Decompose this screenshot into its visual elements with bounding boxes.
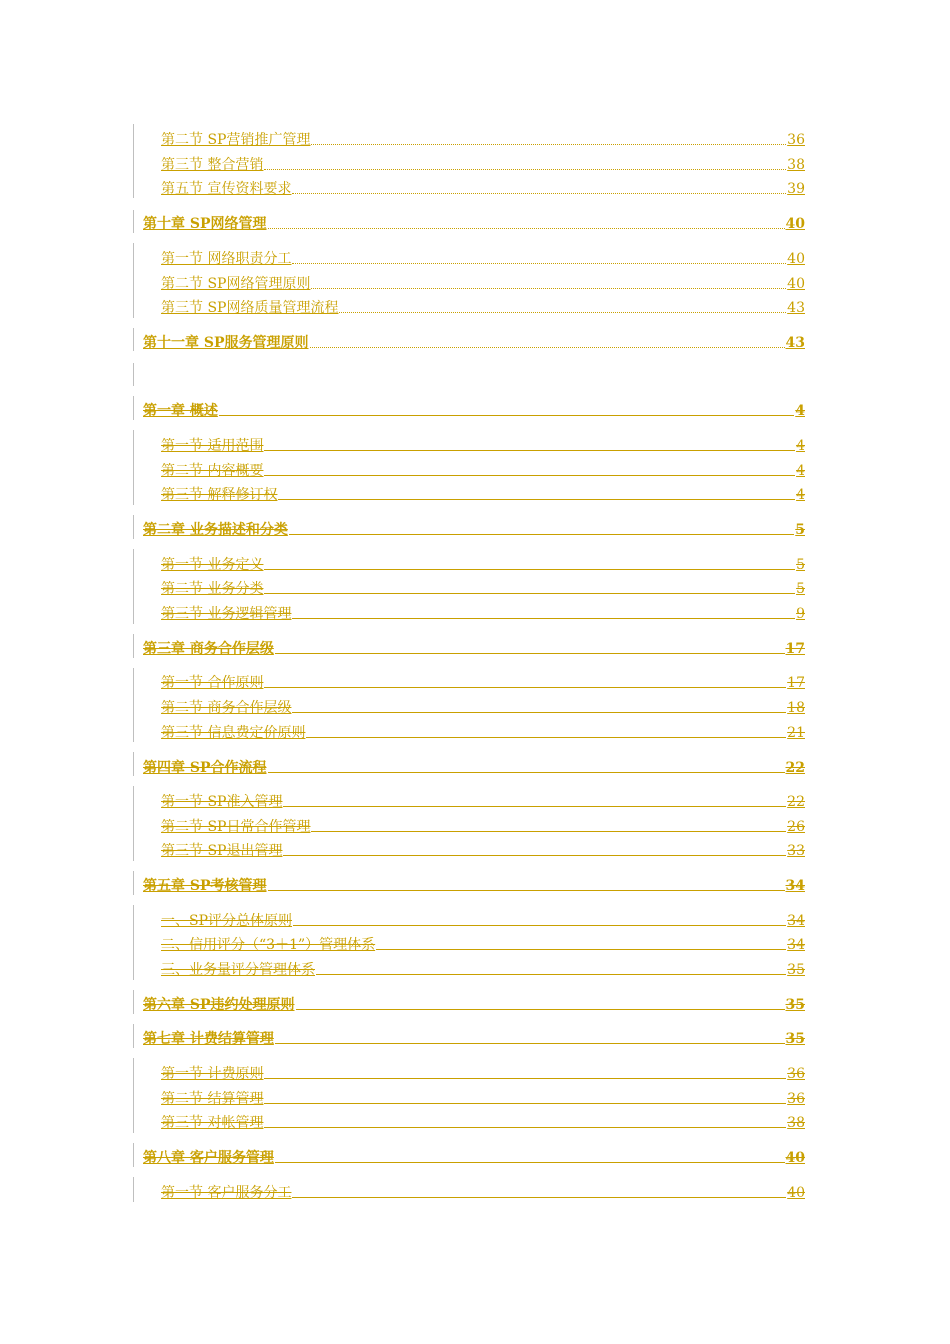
toc-section-entry[interactable] — [133, 601, 805, 623]
toc-section-entry[interactable] — [133, 295, 805, 317]
toc-dot-leader — [292, 1183, 786, 1198]
toc-section-entry[interactable] — [133, 789, 805, 811]
toc-section-entry[interactable] — [133, 720, 805, 742]
toc-entry-title: 第一节 合作原则 — [161, 675, 264, 691]
toc-section-entry[interactable] — [133, 670, 805, 692]
toc-page-number: 18 — [787, 700, 805, 716]
toc-page-number: 40 — [785, 1150, 805, 1166]
toc-chapter-entry[interactable] — [133, 992, 805, 1014]
toc-section-entry[interactable] — [133, 127, 805, 149]
toc-entry-title: 一、SP评分总体原则 — [161, 913, 293, 929]
toc-entry-title: 第八章 客户服务管理 — [143, 1150, 274, 1166]
toc-section-entry[interactable] — [133, 576, 805, 598]
toc-page-number: 21 — [787, 725, 805, 741]
toc-page-number: 4 — [796, 487, 805, 503]
toc-entry-title: 第二节 内容概要 — [161, 463, 264, 479]
toc-page-number: 33 — [787, 843, 805, 859]
margin-rule — [133, 786, 134, 861]
toc-page-number: 5 — [796, 581, 805, 597]
margin-rule — [133, 396, 134, 420]
toc-section-entry[interactable] — [133, 1110, 805, 1132]
margin-rule — [133, 515, 134, 539]
toc-section-entry[interactable] — [133, 1180, 805, 1202]
margin-rule — [133, 363, 134, 386]
toc-entry-title: 第一节 网络职责分工 — [161, 251, 292, 267]
toc-dot-leader — [292, 698, 786, 713]
toc-dot-leader — [293, 911, 786, 926]
toc-page-number: 5 — [796, 557, 805, 573]
toc-dot-leader — [264, 1064, 786, 1079]
toc-page-number: 36 — [787, 1066, 805, 1082]
toc-dot-leader — [311, 130, 786, 145]
toc-entry-title: 第二章 业务描述和分类 — [143, 522, 288, 538]
margin-rule — [133, 668, 134, 742]
margin-rule — [133, 328, 134, 351]
toc-entry-title: 第三节 SP退出管理 — [161, 843, 283, 859]
toc-page-number: 26 — [787, 819, 805, 835]
toc-entry-title: 第一节 计费原则 — [161, 1066, 264, 1082]
toc-page-number: 34 — [787, 913, 805, 929]
toc-entry-title: 第五节 宣传资料要求 — [161, 181, 292, 197]
margin-rule — [133, 905, 134, 980]
toc-section-entry[interactable] — [133, 957, 805, 979]
toc-chapter-entry[interactable] — [133, 330, 805, 352]
toc-dot-leader — [292, 179, 786, 194]
toc-dot-leader — [264, 1089, 786, 1104]
toc-page-number: 35 — [785, 1031, 805, 1047]
toc-dot-leader — [296, 995, 785, 1010]
toc-dot-leader — [283, 841, 786, 856]
toc-entry-title: 第二节 业务分类 — [161, 581, 264, 597]
toc-entry-title: 第二节 结算管理 — [161, 1091, 264, 1107]
toc-dot-leader — [275, 1029, 785, 1044]
toc-dot-leader — [264, 1113, 786, 1128]
toc-dot-leader — [310, 333, 785, 348]
toc-section-entry[interactable] — [133, 1061, 805, 1083]
toc-entry-title: 第一章 概述 — [143, 403, 218, 419]
toc-entry-title: 第二节 商务合作层级 — [161, 700, 292, 716]
toc-dot-leader — [311, 817, 786, 832]
toc-entry-title: 第十一章 SP服务管理原则 — [143, 335, 309, 351]
toc-dot-leader — [306, 723, 786, 738]
toc-section-entry[interactable] — [133, 433, 805, 455]
toc-chapter-entry[interactable] — [133, 1026, 805, 1048]
margin-rule — [133, 1024, 134, 1048]
toc-page-number: 43 — [787, 300, 805, 316]
toc-entry-title: 二、信用评分（“3＋1”）管理体系 — [161, 937, 376, 953]
margin-rule — [133, 210, 134, 233]
toc-page-number: 22 — [787, 794, 805, 810]
toc-page-number: 40 — [787, 1185, 805, 1201]
toc-page-number: 4 — [796, 463, 805, 479]
toc-dot-leader — [264, 673, 786, 688]
margin-rule — [133, 871, 134, 895]
toc-entry-title: 第一节 客户服务分工 — [161, 1185, 292, 1201]
toc-section-entry[interactable] — [133, 176, 805, 198]
margin-rule — [133, 243, 134, 318]
toc-page-number: 36 — [787, 1091, 805, 1107]
toc-chapter-entry[interactable] — [133, 636, 805, 658]
margin-rule — [133, 124, 134, 198]
toc-entry-title: 第二节 SP营销推广管理 — [161, 132, 311, 148]
margin-rule — [133, 430, 134, 505]
toc-dot-leader — [376, 935, 786, 950]
toc-chapter-entry[interactable] — [133, 398, 805, 420]
toc-dot-leader — [278, 485, 795, 500]
toc-chapter-entry[interactable] — [133, 211, 805, 233]
toc-entry-title: 第三节 对帐管理 — [161, 1115, 264, 1131]
margin-rule — [133, 1058, 134, 1133]
toc-dot-leader — [292, 604, 795, 619]
toc-page-number: 39 — [787, 181, 805, 197]
toc-entry-title: 第一节 业务定义 — [161, 557, 264, 573]
margin-rule — [133, 634, 134, 658]
toc-section-entry[interactable] — [133, 932, 805, 954]
toc-chapter-entry[interactable] — [133, 755, 805, 777]
toc-page-number: 4 — [795, 403, 805, 419]
toc-entry-title: 第四章 SP合作流程 — [143, 760, 267, 776]
toc-entry-title: 第七章 计费结算管理 — [143, 1031, 274, 1047]
margin-rule — [133, 549, 134, 624]
margin-rule — [133, 752, 134, 776]
margin-rule — [133, 990, 134, 1014]
toc-page-number: 40 — [787, 251, 805, 267]
margin-rule — [133, 1143, 134, 1167]
toc-page-number: 34 — [785, 878, 805, 894]
toc-dot-leader — [219, 401, 794, 416]
toc-entry-title: 第十章 SP网络管理 — [143, 216, 267, 232]
toc-page-number: 36 — [787, 132, 805, 148]
toc-dot-leader — [264, 579, 795, 594]
toc-entry-title: 第三章 商务合作层级 — [143, 641, 274, 657]
toc-dot-leader — [311, 274, 786, 289]
toc-page-number: 17 — [785, 641, 805, 657]
toc-entry-title: 第二节 SP日常合作管理 — [161, 819, 311, 835]
toc-dot-leader — [264, 436, 795, 451]
toc-page-number: 9 — [796, 606, 805, 622]
toc-dot-leader — [316, 960, 786, 975]
toc-page-number: 34 — [787, 937, 805, 953]
toc-page-number: 40 — [787, 276, 805, 292]
toc-page-number: 38 — [787, 157, 805, 173]
toc-page-number: 17 — [787, 675, 805, 691]
toc-section-entry[interactable] — [133, 1086, 805, 1108]
toc-dot-leader — [264, 461, 795, 476]
toc-page-number: 40 — [785, 216, 805, 232]
toc-dot-leader — [339, 298, 786, 313]
toc-entry-title: 三、业务量评分管理体系 — [161, 962, 315, 978]
toc-chapter-entry[interactable] — [133, 1145, 805, 1167]
toc-page-number: 22 — [785, 760, 805, 776]
toc-dot-leader — [275, 639, 785, 654]
toc-section-entry[interactable] — [133, 908, 805, 930]
toc-entry-title: 第三节 解释修订权 — [161, 487, 278, 503]
toc-entry-title: 第六章 SP违约处理原则 — [143, 997, 295, 1013]
toc-dot-leader — [292, 249, 786, 264]
toc-entry-title: 第五章 SP考核管理 — [143, 878, 267, 894]
toc-dot-leader — [283, 792, 786, 807]
toc-entry-title: 第三节 信息费定价原则 — [161, 725, 306, 741]
toc-dot-leader — [289, 520, 794, 535]
toc-section-entry[interactable] — [133, 838, 805, 860]
toc-page-number: 5 — [795, 522, 805, 538]
margin-rule — [133, 1177, 134, 1202]
toc-page-number: 4 — [796, 438, 805, 454]
toc-section-entry[interactable] — [133, 552, 805, 574]
toc-section-entry[interactable] — [133, 695, 805, 717]
toc-section-entry[interactable] — [133, 482, 805, 504]
toc-chapter-entry[interactable] — [133, 873, 805, 895]
toc-entry-title: 第一节 适用范围 — [161, 438, 264, 454]
toc-entry-title: 第一节 SP准入管理 — [161, 794, 283, 810]
toc-dot-leader — [264, 555, 795, 570]
toc-chapter-entry[interactable] — [133, 517, 805, 539]
toc-page-number: 35 — [787, 962, 805, 978]
toc-section-entry[interactable] — [133, 246, 805, 268]
toc-entry-title: 第三节 SP网络质量管理流程 — [161, 300, 339, 316]
toc-section-entry[interactable] — [133, 152, 805, 174]
toc-dot-leader — [275, 1148, 785, 1163]
toc-section-entry[interactable] — [133, 814, 805, 836]
toc-dot-leader — [264, 155, 786, 170]
toc-dot-leader — [268, 876, 785, 891]
toc-entry-title: 第三节 业务逻辑管理 — [161, 606, 292, 622]
toc-page-number: 38 — [787, 1115, 805, 1131]
toc-entry-title: 第二节 SP网络管理原则 — [161, 276, 311, 292]
toc-page-number: 43 — [785, 335, 805, 351]
toc-section-entry[interactable] — [133, 458, 805, 480]
toc-page-number: 35 — [785, 997, 805, 1013]
toc-section-entry[interactable] — [133, 271, 805, 293]
toc-dot-leader — [268, 758, 785, 773]
toc-entry-title: 第三节 整合营销 — [161, 157, 264, 173]
toc-dot-leader — [268, 214, 785, 229]
